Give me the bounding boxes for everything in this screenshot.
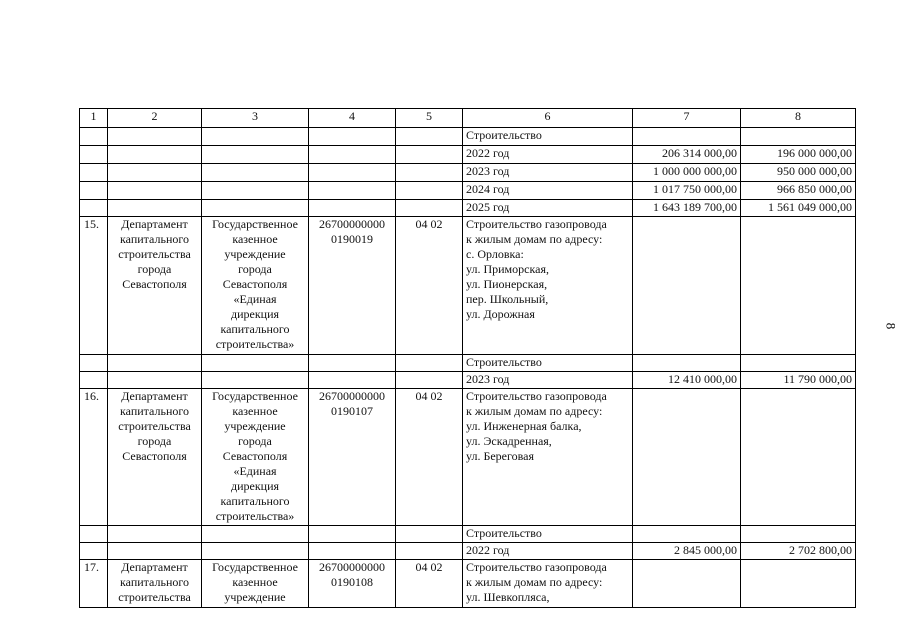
amount-cell: 196 000 000,00 [741,146,856,164]
description-cell: Строительство газопровода к жилым домам по адресу: ул. Инженерная балка, ул. Эскадренная, ул. Береговая [463,389,633,526]
section-cell: 04 02 [396,217,463,355]
department-cell: Департамент капитального строительства города Севастополя [108,389,202,526]
year-cell: 2022 год [463,146,633,164]
stage-cell: Строительство [463,355,633,372]
table-row [80,372,856,389]
department-cell: Департамент капитального строительства города Севастополя [108,217,202,355]
table-row [80,543,856,560]
amount-cell: 1 643 189 700,00 [633,200,741,217]
year-cell: 2025 год [463,200,633,217]
table-row [80,217,856,355]
code-cell: 26700000000 0190108 [309,560,396,608]
amount-cell: 1 000 000 000,00 [633,164,741,182]
amount-cell: 11 790 000,00 [741,372,856,389]
amount-cell: 1 561 049 000,00 [741,200,856,217]
code-cell: 26700000000 0190019 [309,217,396,355]
amount-cell: 12 410 000,00 [633,372,741,389]
department-cell: Департамент капитального строительства [108,560,202,608]
header-row [80,109,856,128]
stage-cell: Строительство [463,128,633,146]
amount-cell: 950 000 000,00 [741,164,856,182]
section-cell: 04 02 [396,389,463,526]
table-row [80,128,856,146]
row-number: 17. [80,560,108,608]
amount-cell: 966 850 000,00 [741,182,856,200]
description-cell: Строительство газопровода к жилым домам по адресу: ул. Шевкопляса, [463,560,633,608]
table-row [80,146,856,164]
page-number: 8 [883,322,899,330]
table-row [80,526,856,543]
table-row [80,200,856,217]
budget-table [79,108,856,608]
table-row [80,355,856,372]
header-cell: 6 [463,109,633,128]
table-row [80,560,856,608]
code-cell: 26700000000 0190107 [309,389,396,526]
institution-cell: Государственное казенное учреждение [202,560,309,608]
amount-cell: 206 314 000,00 [633,146,741,164]
year-cell: 2022 год [463,543,633,560]
header-cell: 8 [741,109,856,128]
description-cell: Строительство газопровода к жилым домам по адресу: с. Орловка: ул. Приморская, ул. Пионерская, пер. Школьный, ул. Дорожная [463,217,633,355]
header-cell: 7 [633,109,741,128]
row-number: 15. [80,217,108,355]
amount-cell: 2 845 000,00 [633,543,741,560]
institution-cell: Государственное казенное учреждение города Севастополя «Единая дирекция капитального строительства» [202,389,309,526]
institution-cell: Государственное казенное учреждение города Севастополя «Единая дирекция капитального строительства» [202,217,309,355]
amount-cell: 1 017 750 000,00 [633,182,741,200]
header-cell: 2 [108,109,202,128]
amount-cell: 2 702 800,00 [741,543,856,560]
table-row [80,389,856,526]
header-cell: 3 [202,109,309,128]
header-cell: 4 [309,109,396,128]
stage-cell: Строительство [463,526,633,543]
year-cell: 2024 год [463,182,633,200]
table-row [80,164,856,182]
table-row [80,182,856,200]
year-cell: 2023 год [463,372,633,389]
header-cell: 1 [80,109,108,128]
header-cell: 5 [396,109,463,128]
section-cell: 04 02 [396,560,463,608]
row-number: 16. [80,389,108,526]
year-cell: 2023 год [463,164,633,182]
